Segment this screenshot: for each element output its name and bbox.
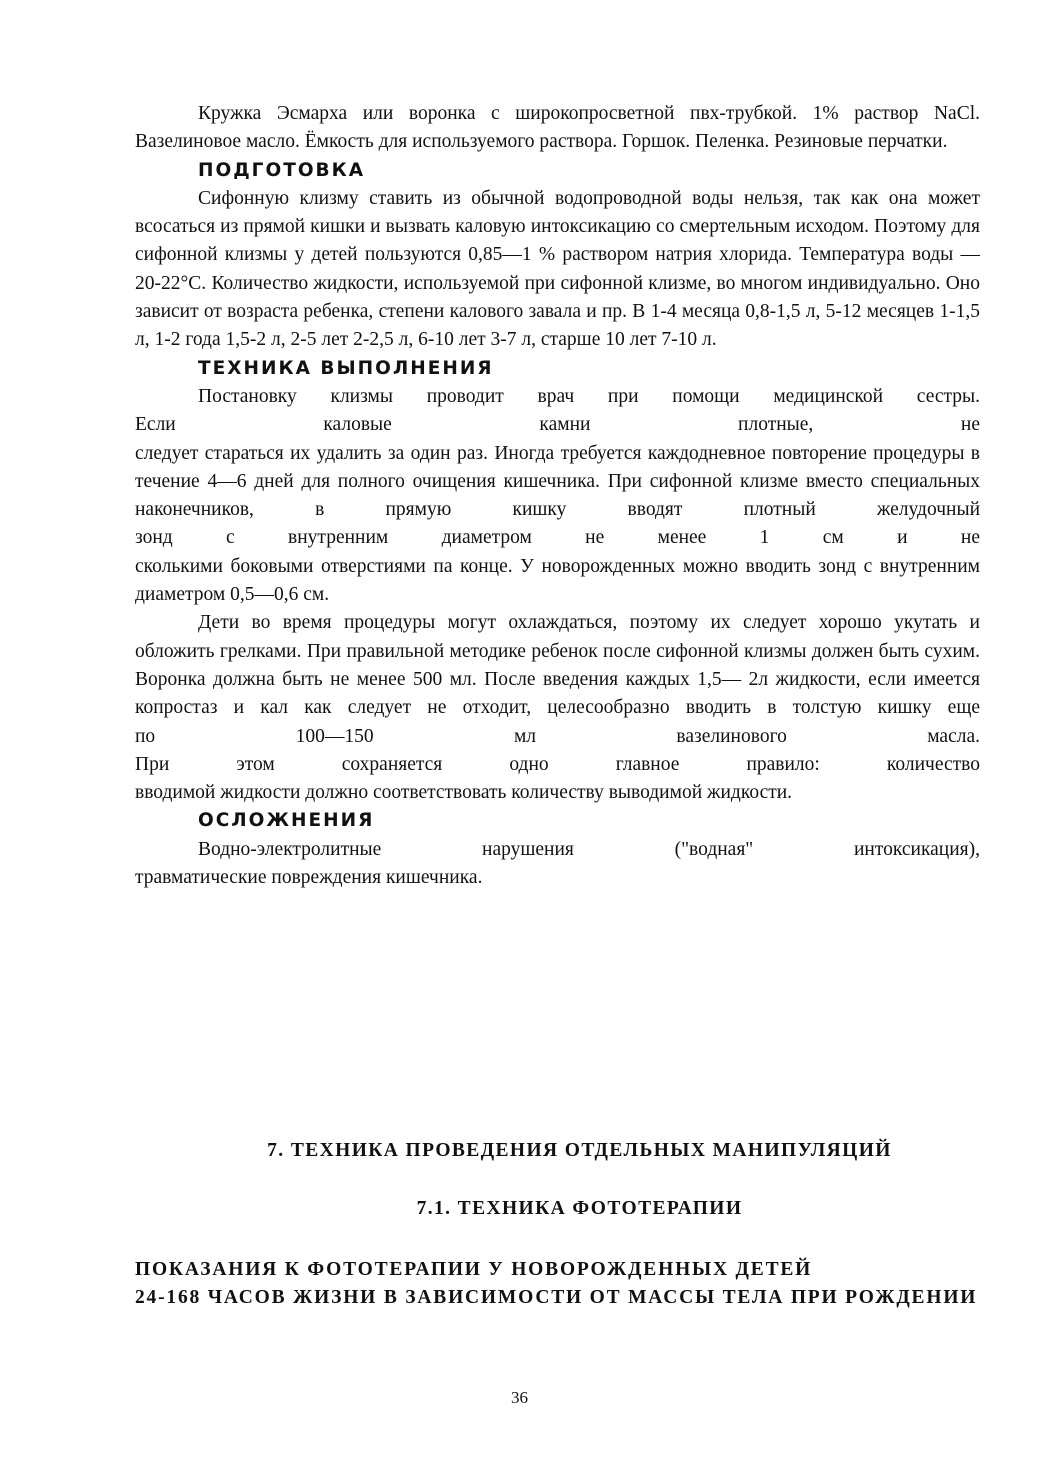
section-title: 7.1. ТЕХНИКА ФОТОТЕРАПИИ	[416, 1198, 743, 1219]
heading-technique: ТЕХНИКА ВЫПОЛНЕНИЯ	[198, 357, 494, 379]
subsection-title-line-2: 24-168 ЧАСОВ ЖИЗНИ В ЗАВИСИМОСТИ ОТ МАССЫ ТЕЛА ПРИ РОЖДЕНИИ	[135, 1287, 978, 1309]
complications-line-1: Водно-электролитные нарушения ("водная" интоксикация),	[198, 838, 980, 860]
heading-preparation: ПОДГОТОВКА	[198, 159, 366, 181]
heading-complications: ОСЛОЖНЕНИЯ	[198, 810, 375, 832]
technique-line-2: Если каловые камни плотные, не	[135, 414, 980, 436]
technique-line-3: следует стараться их удалить за один раз. Иногда требуется каждодневное повторение процедуры в течение 4—6 дней для полного очищения кишечника. При сифонной клизме вместо специальных наконечников, в прямую кишку вводят плотный желудочный	[135, 442, 980, 521]
technique-paragraph-2d: вводимой жидкости должно соответствовать количеству выводимой жидкости.	[135, 782, 793, 804]
subsection-title-line-1: ПОКАЗАНИЯ К ФОТОТЕРАПИИ У НОВОРОЖДЕННЫХ ДЕТЕЙ	[135, 1259, 813, 1280]
technique-line-4: зонд с внутренним диаметром не менее 1 см и не	[135, 527, 980, 549]
technique-paragraph-2b: по 100—150 мл вазелинового масла.	[135, 725, 980, 747]
technique-paragraph-2a: Дети во время процедуры могут охлаждаться, поэтому их следует хорошо укутать и обложить грелками. При правильной методике ребенок после сифонной клизмы должен быть сухим. Воронка должна быть не менее 500 мл. После введения каждых 1,5— 2л жидкости, если имеется копростаз и кал как следует не отходит, целесообразно вводить в толстую кишку еще	[135, 612, 980, 719]
complications-line-2: травматические повреждения кишечника.	[135, 867, 483, 889]
preparation-paragraph: Сифонную клизму ставить из обычной водопроводной воды нельзя, так как она может всосаться из прямой кишки и вызвать каловую интоксикацию со смертельным исходом. Поэтому для сифонной клизмы у детей пользуются 0,85—1 % раствором натрия хлорида. Температура воды — 20-22°С. Количество жидкости, используемой при сифонной клизме, во многом индивидуально. Оно зависит от возраста ребенка, степени калового завала и пр. В 1-4 месяца 0,8-1,5 л, 5-12 месяцев 1-1,5 л, 1-2 года 1,5-2 л, 2-5 лет 2-2,5 л, 6-10 лет 3-7 л, старше 10 лет 7-10 л.	[135, 187, 980, 351]
page-number: 36	[511, 1388, 528, 1407]
technique-line-1: Постановку клизмы проводит врач при помощи медицинской сестры.	[198, 385, 980, 407]
technique-line-5: сколькими боковыми отверстиями па конце. У новорожденных можно вводить зонд с внутренним диаметром 0,5—0,6 см.	[135, 555, 980, 606]
page-body	[135, 100, 980, 892]
subsection-title	[135, 1256, 980, 1313]
equipment-paragraph: Кружка Эсмарха или воронка с широкопросветной пвх-трубкой. 1% раствор NaCl. Вазелиновое масло. Ёмкость для используемого раствора. Горшок. Пеленка. Резиновые перчатки.	[135, 103, 980, 153]
technique-paragraph-2c: При этом сохраняется одно главное правило: количество	[135, 753, 980, 775]
chapter-title: 7. ТЕХНИКА ПРОВЕДЕНИЯ ОТДЕЛЬНЫХ МАНИПУЛЯЦИЙ	[267, 1140, 892, 1161]
